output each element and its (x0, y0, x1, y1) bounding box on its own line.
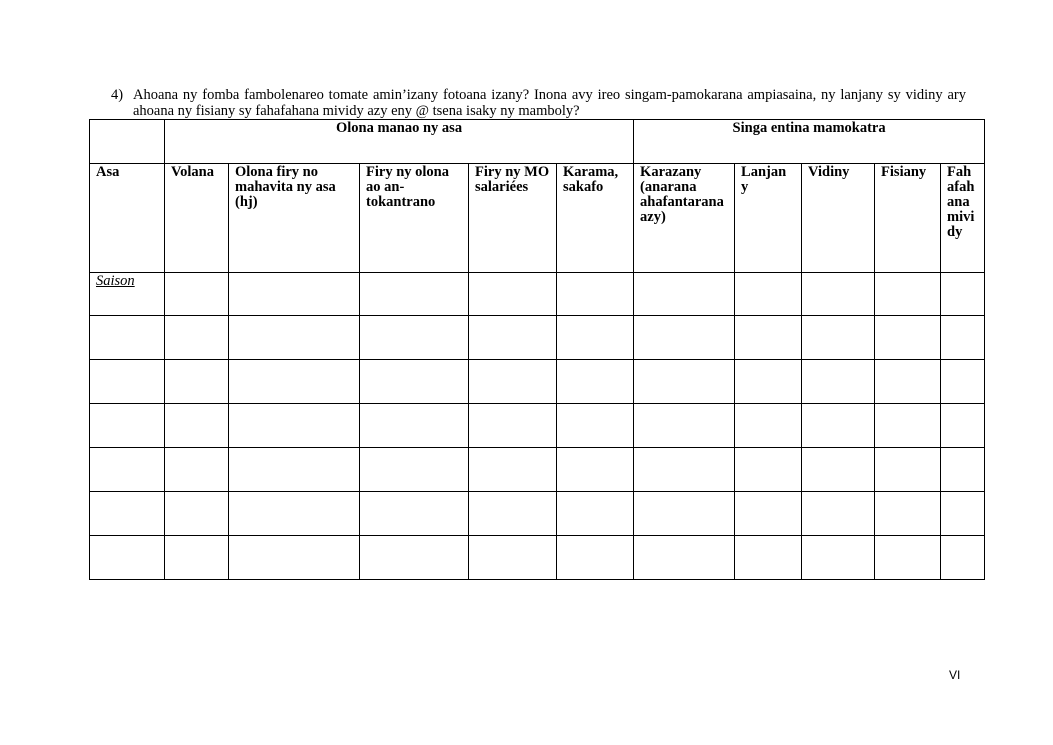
table-cell (941, 316, 985, 360)
table-row (90, 492, 985, 536)
table-cell (229, 360, 360, 404)
table-cell (802, 404, 875, 448)
table-cell (557, 536, 634, 580)
table-row (90, 404, 985, 448)
table-cell (875, 360, 941, 404)
table-cell (735, 316, 802, 360)
table-cell (802, 360, 875, 404)
group-header-right: Singa entina mamokatra (634, 120, 985, 164)
table-cell (634, 536, 735, 580)
column-header-olona-firy: Olona firy no mahavita ny asa (hj) (229, 163, 360, 272)
column-header-karazany: Karazany (anarana ahafantarana azy) (634, 163, 735, 272)
table-cell (875, 448, 941, 492)
table-cell (229, 316, 360, 360)
row-label-saison (90, 272, 165, 316)
table-cell (229, 272, 360, 316)
table-cell (165, 316, 229, 360)
table-cell (165, 492, 229, 536)
table-cell (941, 448, 985, 492)
table-cell (165, 448, 229, 492)
table-cell (557, 492, 634, 536)
table-row (90, 272, 985, 316)
table-cell (802, 492, 875, 536)
group-header-left: Olona manao ny asa (165, 120, 634, 164)
saison-label: Saison (96, 272, 135, 289)
table-cell (229, 404, 360, 448)
table-cell (557, 404, 634, 448)
table-cell (360, 316, 469, 360)
table-cell (360, 536, 469, 580)
table-cell (165, 360, 229, 404)
table-cell (469, 316, 557, 360)
empty-corner-cell (90, 120, 165, 164)
table-cell (802, 448, 875, 492)
table-cell (735, 404, 802, 448)
table-cell (634, 272, 735, 316)
table-cell (360, 360, 469, 404)
column-header-fisiany: Fisiany (875, 163, 941, 272)
group-header-row (90, 120, 985, 164)
question (111, 87, 966, 119)
page-number: VI (949, 668, 961, 682)
table-cell (469, 272, 557, 316)
table-cell (634, 492, 735, 536)
table-cell (941, 536, 985, 580)
table-cell (90, 536, 165, 580)
table-cell (875, 404, 941, 448)
column-header-row (90, 163, 985, 272)
table-cell (90, 448, 165, 492)
table-cell (90, 404, 165, 448)
table-cell (557, 448, 634, 492)
table-cell (634, 316, 735, 360)
column-header-karama: Karama, sakafo (557, 163, 634, 272)
table-row (90, 448, 985, 492)
table-cell (360, 492, 469, 536)
table-cell (941, 360, 985, 404)
table-cell (875, 272, 941, 316)
table-cell (90, 360, 165, 404)
table-cell (90, 492, 165, 536)
table-cell (557, 272, 634, 316)
column-header-lanjany: Lanjan y (735, 163, 802, 272)
table-cell (634, 360, 735, 404)
survey-table (89, 119, 985, 580)
table-cell (469, 360, 557, 404)
question-number: 4) (111, 87, 124, 103)
table-cell (802, 316, 875, 360)
column-header-volana: Volana (165, 163, 229, 272)
table-cell (941, 404, 985, 448)
table-cell (360, 448, 469, 492)
question-text: Ahoana ny fomba fambolenareo tomate amin’izany fotoana izany? Inona avy ireo singam-pamokarana ampiasaina, ny lanjany sy vidiny ary ahoana ny fisiany sy fahafahana mividy azy eny @ tsena isaky ny mamboly? (133, 87, 966, 119)
column-header-vidiny: Vidiny (802, 163, 875, 272)
table-cell (735, 448, 802, 492)
table-cell (875, 316, 941, 360)
table-cell (90, 316, 165, 360)
table-row (90, 536, 985, 580)
table-row (90, 316, 985, 360)
table-cell (229, 448, 360, 492)
table-cell (229, 536, 360, 580)
table-cell (469, 492, 557, 536)
table-cell (735, 272, 802, 316)
table-cell (941, 492, 985, 536)
column-header-fahafahana: Fah afah ana mivi dy (941, 163, 985, 272)
table-cell (634, 448, 735, 492)
table-cell (875, 492, 941, 536)
table-cell (941, 272, 985, 316)
table-cell (469, 404, 557, 448)
column-header-mo-salariees: Firy ny MO salariées (469, 163, 557, 272)
column-header-asa: Asa (90, 163, 165, 272)
table-cell (165, 272, 229, 316)
column-header-firy-tokantrano: Firy ny olona ao an-tokantrano (360, 163, 469, 272)
table-cell (557, 360, 634, 404)
table-cell (360, 272, 469, 316)
table-cell (229, 492, 360, 536)
table-row (90, 360, 985, 404)
table-cell (165, 404, 229, 448)
table-cell (735, 360, 802, 404)
table-cell (735, 492, 802, 536)
table-cell (802, 272, 875, 316)
table-cell (634, 404, 735, 448)
table-cell (875, 536, 941, 580)
table-cell (802, 536, 875, 580)
table-cell (469, 536, 557, 580)
table-cell (360, 404, 469, 448)
table-cell (735, 536, 802, 580)
table-cell (469, 448, 557, 492)
table-cell (557, 316, 634, 360)
table-cell (165, 536, 229, 580)
